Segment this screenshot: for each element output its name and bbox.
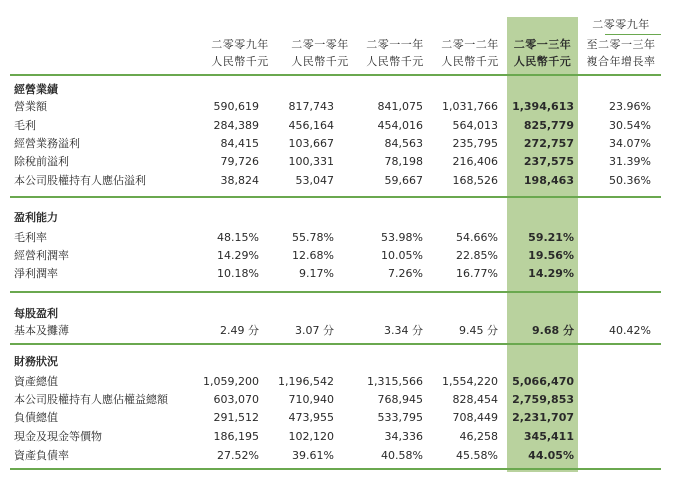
- header-rule: [10, 74, 661, 76]
- section-title-operating-results: 經營業績: [14, 83, 58, 96]
- cell-2009: 79,726: [220, 155, 259, 168]
- unit-header-2012: 人民幣千元: [441, 55, 499, 68]
- cell-2010: 1,196,542: [278, 375, 334, 388]
- cell-2011: 7.26%: [388, 267, 423, 280]
- year-header-2009: 二零零九年: [211, 38, 269, 51]
- row-label: 基本及攤薄: [14, 324, 69, 337]
- cell-2009: 284,389: [213, 119, 259, 132]
- cell-2009: 84,415: [220, 137, 259, 150]
- section-title-eps: 每股盈利: [14, 307, 58, 320]
- cell-2010: 3.07 分: [295, 324, 334, 337]
- cell-cagr: 40.42%: [609, 324, 651, 337]
- cell-2012: 46,258: [459, 430, 498, 443]
- cagr-header-line2: 至二零一三年: [586, 38, 656, 51]
- cagr-header-rule: [605, 34, 661, 35]
- cell-2012: 9.45 分: [459, 324, 498, 337]
- cell-2009: 48.15%: [217, 231, 259, 244]
- cell-2013: 59.21%: [528, 231, 574, 244]
- cell-2010: 53,047: [295, 174, 334, 187]
- cell-2013: 44.05%: [528, 449, 574, 462]
- cell-2010: 39.61%: [292, 449, 334, 462]
- cell-2013: 1,394,613: [512, 100, 574, 113]
- section-rule: [10, 343, 661, 345]
- row-label: 經營利潤率: [14, 249, 69, 262]
- cell-2013: 5,066,470: [512, 375, 574, 388]
- cell-2013: 237,575: [523, 155, 574, 168]
- cell-2011: 34,336: [384, 430, 423, 443]
- cell-cagr: 34.07%: [609, 137, 651, 150]
- cell-cagr: 30.54%: [609, 119, 651, 132]
- cell-2010: 100,331: [288, 155, 334, 168]
- section-title-financial-position: 財務狀況: [14, 355, 58, 368]
- cell-cagr: 50.36%: [609, 174, 651, 187]
- unit-header-2010: 人民幣千元: [291, 55, 349, 68]
- cell-2010: 456,164: [288, 119, 334, 132]
- cell-2012: 564,013: [452, 119, 498, 132]
- cagr-header-line3: 複合年增長率: [586, 55, 656, 68]
- row-label: 淨利潤率: [14, 267, 58, 280]
- cell-2009: 1,059,200: [203, 375, 259, 388]
- cell-2009: 291,512: [213, 411, 259, 424]
- cell-2009: 590,619: [213, 100, 259, 113]
- cell-2009: 2.49 分: [220, 324, 259, 337]
- cell-2012: 45.58%: [456, 449, 498, 462]
- cell-2011: 768,945: [377, 393, 423, 406]
- unit-header-2009: 人民幣千元: [211, 55, 269, 68]
- cell-2013: 825,779: [523, 119, 574, 132]
- cell-2010: 55.78%: [292, 231, 334, 244]
- unit-header-2011: 人民幣千元: [366, 55, 424, 68]
- cell-2010: 710,940: [288, 393, 334, 406]
- cell-2012: 1,031,766: [442, 100, 498, 113]
- cell-2010: 9.17%: [299, 267, 334, 280]
- row-label: 營業額: [14, 100, 47, 113]
- cell-2011: 78,198: [384, 155, 423, 168]
- cell-2012: 54.66%: [456, 231, 498, 244]
- cell-2011: 84,563: [384, 137, 423, 150]
- year-header-2011: 二零一一年: [366, 38, 424, 51]
- cell-2009: 14.29%: [217, 249, 259, 262]
- cell-2013: 345,411: [523, 430, 574, 443]
- row-label: 資產負債率: [14, 449, 69, 462]
- cell-2009: 27.52%: [217, 449, 259, 462]
- cell-2010: 103,667: [288, 137, 334, 150]
- cell-2013: 2,759,853: [512, 393, 574, 406]
- cell-2012: 708,449: [452, 411, 498, 424]
- cell-2012: 1,554,220: [442, 375, 498, 388]
- row-label: 除稅前溢利: [14, 155, 69, 168]
- cell-2011: 10.05%: [381, 249, 423, 262]
- year-header-2010: 二零一零年: [291, 38, 349, 51]
- cell-2011: 454,016: [377, 119, 423, 132]
- section-rule: [10, 291, 661, 293]
- cell-2012: 16.77%: [456, 267, 498, 280]
- cell-2011: 53.98%: [381, 231, 423, 244]
- section-rule: [10, 196, 661, 198]
- cell-2013: 9.68 分: [532, 324, 574, 337]
- row-label: 本公司股權持有人應佔溢利: [14, 174, 146, 187]
- cell-2011: 841,075: [377, 100, 423, 113]
- cell-2012: 22.85%: [456, 249, 498, 262]
- year-header-2013: 二零一三年: [513, 38, 572, 51]
- row-label: 現金及現金等價物: [14, 430, 102, 443]
- cell-2012: 828,454: [452, 393, 498, 406]
- cell-2010: 473,955: [288, 411, 334, 424]
- cell-2013: 2,231,707: [512, 411, 574, 424]
- cell-2010: 817,743: [288, 100, 334, 113]
- cell-2013: 272,757: [523, 137, 574, 150]
- row-label: 負債總值: [14, 411, 58, 424]
- row-label: 毛利: [14, 119, 36, 132]
- row-label: 資產總值: [14, 375, 58, 388]
- cell-2011: 3.34 分: [384, 324, 423, 337]
- cell-2013: 19.56%: [528, 249, 574, 262]
- cell-2011: 1,315,566: [367, 375, 423, 388]
- cell-2009: 38,824: [220, 174, 259, 187]
- cell-2012: 168,526: [452, 174, 498, 187]
- year-header-2012: 二零一二年: [441, 38, 499, 51]
- cell-2009: 10.18%: [217, 267, 259, 280]
- row-label: 毛利率: [14, 231, 47, 244]
- cell-2012: 235,795: [452, 137, 498, 150]
- cell-2011: 40.58%: [381, 449, 423, 462]
- section-title-profitability: 盈利能力: [14, 211, 58, 224]
- cell-2013: 198,463: [523, 174, 574, 187]
- cell-2010: 102,120: [288, 430, 334, 443]
- unit-header-2013: 人民幣千元: [513, 55, 572, 68]
- cell-cagr: 23.96%: [609, 100, 651, 113]
- cell-2011: 533,795: [377, 411, 423, 424]
- cell-cagr: 31.39%: [609, 155, 651, 168]
- cell-2013: 14.29%: [528, 267, 574, 280]
- cell-2012: 216,406: [452, 155, 498, 168]
- cell-2011: 59,667: [384, 174, 423, 187]
- cell-2009: 186,195: [213, 430, 259, 443]
- bottom-rule: [10, 468, 661, 470]
- row-label: 經營業務溢利: [14, 137, 80, 150]
- cagr-header-line1: 二零零九年: [592, 18, 650, 31]
- row-label: 本公司股權持有人應佔權益總額: [14, 393, 168, 406]
- cell-2010: 12.68%: [292, 249, 334, 262]
- cell-2009: 603,070: [213, 393, 259, 406]
